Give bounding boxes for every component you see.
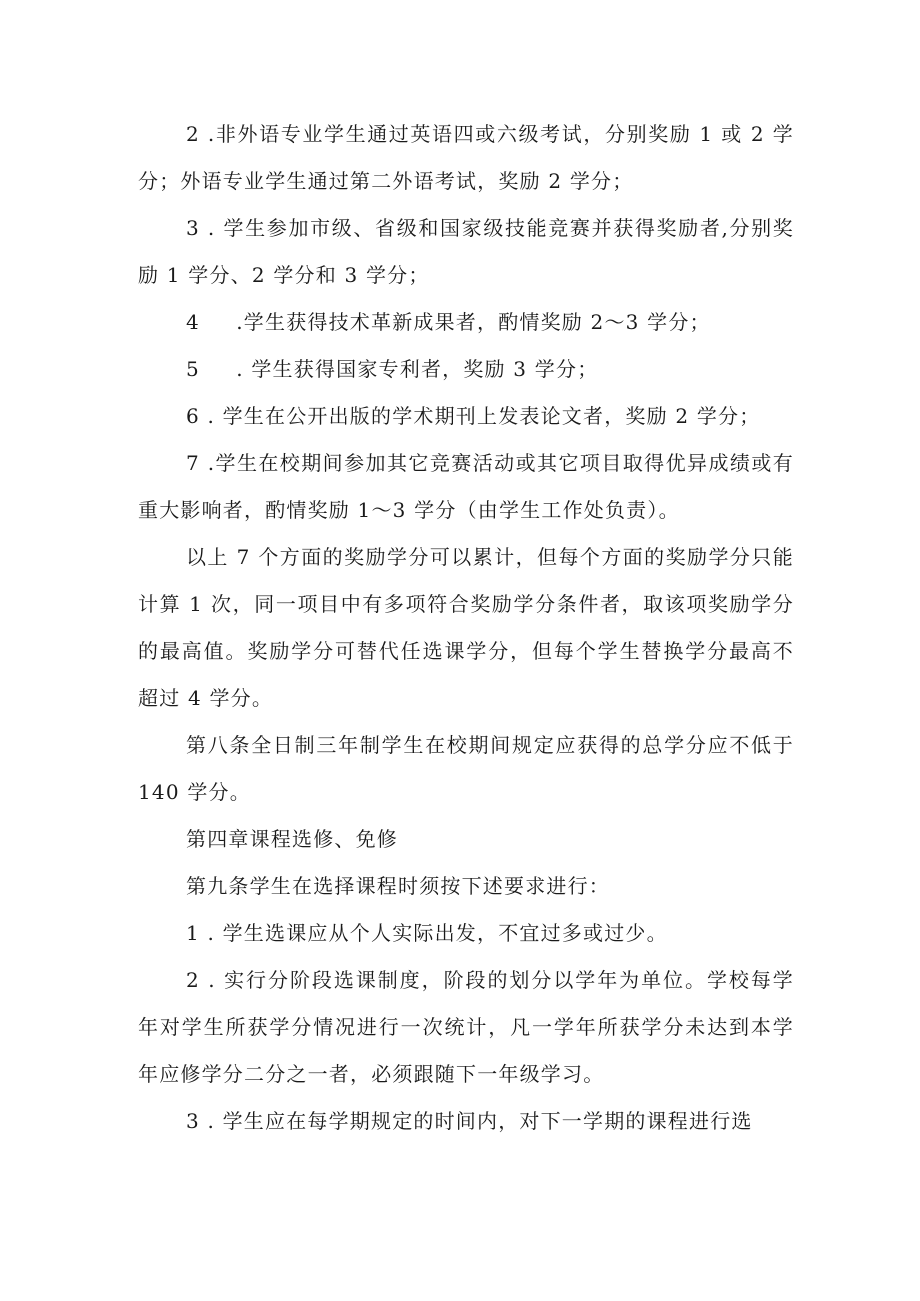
paragraph-article-8: 第八条全日制三年制学生在校期间规定应获得的总学分应不低于 140 学分。 <box>138 733 794 804</box>
paragraph-selection-1: 1 . 学生选课应从个人实际出发，不宜过多或过少。 <box>186 921 668 945</box>
paragraph-selection-2: 2 . 实行分阶段选课制度，阶段的划分以学年为单位。学校每学年对学生所获学分情况进行一次统计，凡一学年所获学分未达到本学年应修学分二分之一者，必须跟随下一年级学习。 <box>138 968 794 1086</box>
chapter-heading-4: 第四章课程选修、免修 <box>186 827 398 851</box>
paragraph-cumulative-credits: 以上 7 个方面的奖励学分可以累计，但每个方面的奖励学分只能计算 1 次，同一项目中有多项符合奖励学分条件者，取该项奖励学分的最高值。奖励学分可替代任选课学分，但每个学生替换学分最高不超过 4 学分。 <box>138 545 794 710</box>
paragraph-selection-3: 3 . 学生应在每学期规定的时间内，对下一学期的课程进行选 <box>186 1109 753 1133</box>
paragraph-item-2: 2 .非外语专业学生通过英语四或六级考试，分别奖励 1 或 2 学分；外语专业学生通过第二外语考试，奖励 2 学分； <box>138 122 794 193</box>
paragraph-item-6: 6 . 学生在公开出版的学术期刊上发表论文者，奖励 2 学分； <box>186 404 761 428</box>
paragraph-item-5: 5 . 学生获得国家专利者，奖励 3 学分； <box>186 357 599 381</box>
paragraph-item-4: 4 .学生获得技术革新成果者，酌情奖励 2～3 学分； <box>186 310 711 334</box>
paragraph-article-9: 第九条学生在选择课程时须按下述要求进行： <box>186 874 610 898</box>
paragraph-item-7: 7 .学生在校期间参加其它竞赛活动或其它项目取得优异成绩或有重大影响者，酌情奖励 1～3 学分（由学生工作处负责）。 <box>138 451 794 522</box>
paragraph-item-3: 3 . 学生参加市级、省级和国家级技能竞赛并获得奖励者,分别奖励 1 学分、2 学分和 3 学分； <box>138 216 794 287</box>
